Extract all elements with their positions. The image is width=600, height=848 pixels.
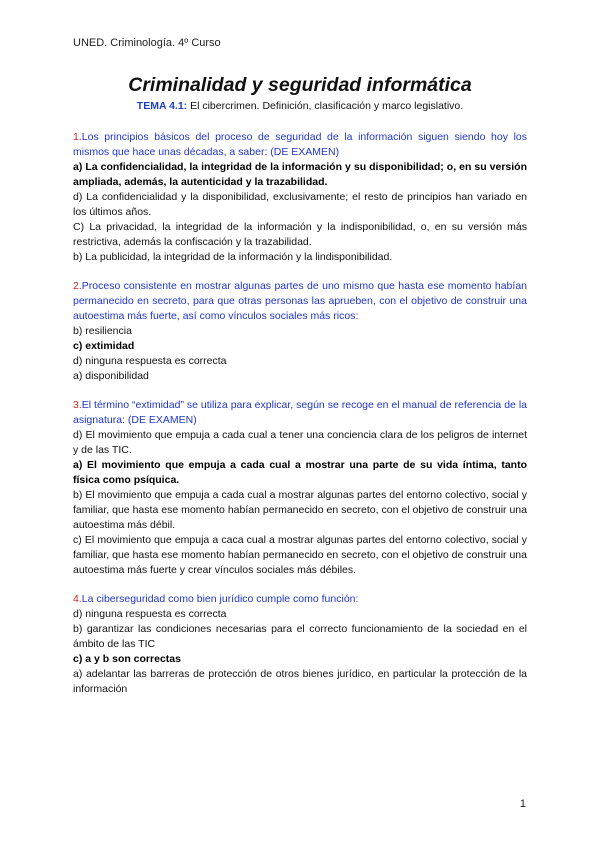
answer-option: c) El movimiento que empuja a caca cual a mostrar algunas partes del entorno colectivo, social y familiar, que hasta ese momento habían permanecido en secreto, con el objetivo de construir una autoestima más fuerte y crear vínculos sociales más débiles. (73, 534, 527, 576)
answer-option-correct: a) El movimiento que empuja a cada cual a mostrar una parte de su vida íntima, tanto física como psíquica. (73, 459, 527, 486)
question-4 (73, 592, 527, 697)
answer-option: b) garantizar las condiciones necesarias para el correcto funcionamiento de la sociedad en el ámbito de las TIC (73, 623, 527, 650)
answer-option: d) ninguna respuesta es correcta (73, 608, 227, 620)
answer-option-correct: a) La confidencialidad, la integridad de la información y su disponibilidad; o, en su versión ampliada, además, la autenticidad y la trazabilidad. (73, 161, 527, 188)
answer-option: b) La publicidad, la integridad de la información y la lindisponibilidad. (73, 251, 393, 263)
question-1 (73, 130, 527, 265)
question-stem: 3.El término “extimidad” se utiliza para explicar, según se recoge en el manual de referencia de la asignatura: (DE EXAMEN) (73, 399, 527, 426)
answer-option-correct: c) extimidad (73, 340, 135, 352)
question-number: 1. (73, 131, 82, 143)
answer-option: b) El movimiento que empuja a cada cual a mostrar algunas partes del entorno colectivo, social y familiar, que hasta ese momento habían permanecido en secreto, con el objetivo de construir una autoestima más débil. (73, 489, 527, 531)
page-header: UNED. Criminología. 4º Curso (73, 37, 221, 49)
question-3 (73, 398, 527, 578)
tema-label: TEMA 4.1: (136, 100, 188, 112)
answer-option: C) La privacidad, la integridad de la información y la indisponibilidad, o, en su versión más restrictiva, además la confiscación y la trazabilidad. (73, 221, 527, 248)
page-number: 1 (519, 798, 526, 810)
tema-text: El cibercrimen. Definición, clasificación y marco legislativo. (187, 100, 464, 112)
answer-option: d) El movimiento que empuja a cada cual a tener una conciencia clara de los peligros de internet y de las TIC. (73, 429, 527, 456)
question-stem: 1.Los principios básicos del proceso de seguridad de la información siguen siendo hoy los mismos que hace unas décadas, a saber: (DE EXAMEN) (73, 131, 527, 158)
question-stem: 2.Proceso consistente en mostrar algunas partes de uno mismo que hasta ese momento habían permanecido en secreto, para que otras personas las aprueben, con el objetivo de construir una autoestima más fuerte, así como vínculos sociales más ricos: (73, 280, 527, 322)
document-title: Criminalidad y seguridad informática (128, 74, 472, 96)
question-number: 2. (73, 280, 82, 292)
answer-option-correct: c) a y b son correctas (73, 653, 181, 665)
questions-list (73, 130, 527, 711)
question-stem: 4.La ciberseguridad como bien jurídico cumple como función: (73, 593, 359, 605)
answer-option: d) ninguna respuesta es correcta (73, 355, 227, 367)
question-2 (73, 279, 527, 384)
answer-option: b) resiliencia (73, 325, 132, 337)
question-number: 3. (73, 399, 82, 411)
document-subtitle (0, 100, 600, 112)
answer-option: a) adelantar las barreras de protección de otros bienes jurídico, en particular la protección de la información (73, 668, 527, 695)
answer-option: d) La confidencialidad y la disponibilidad, exclusivamente; el resto de principios han variado en los últimos años. (73, 191, 527, 218)
answer-option: a) disponibilidad (73, 370, 149, 382)
question-number: 4. (73, 593, 82, 605)
